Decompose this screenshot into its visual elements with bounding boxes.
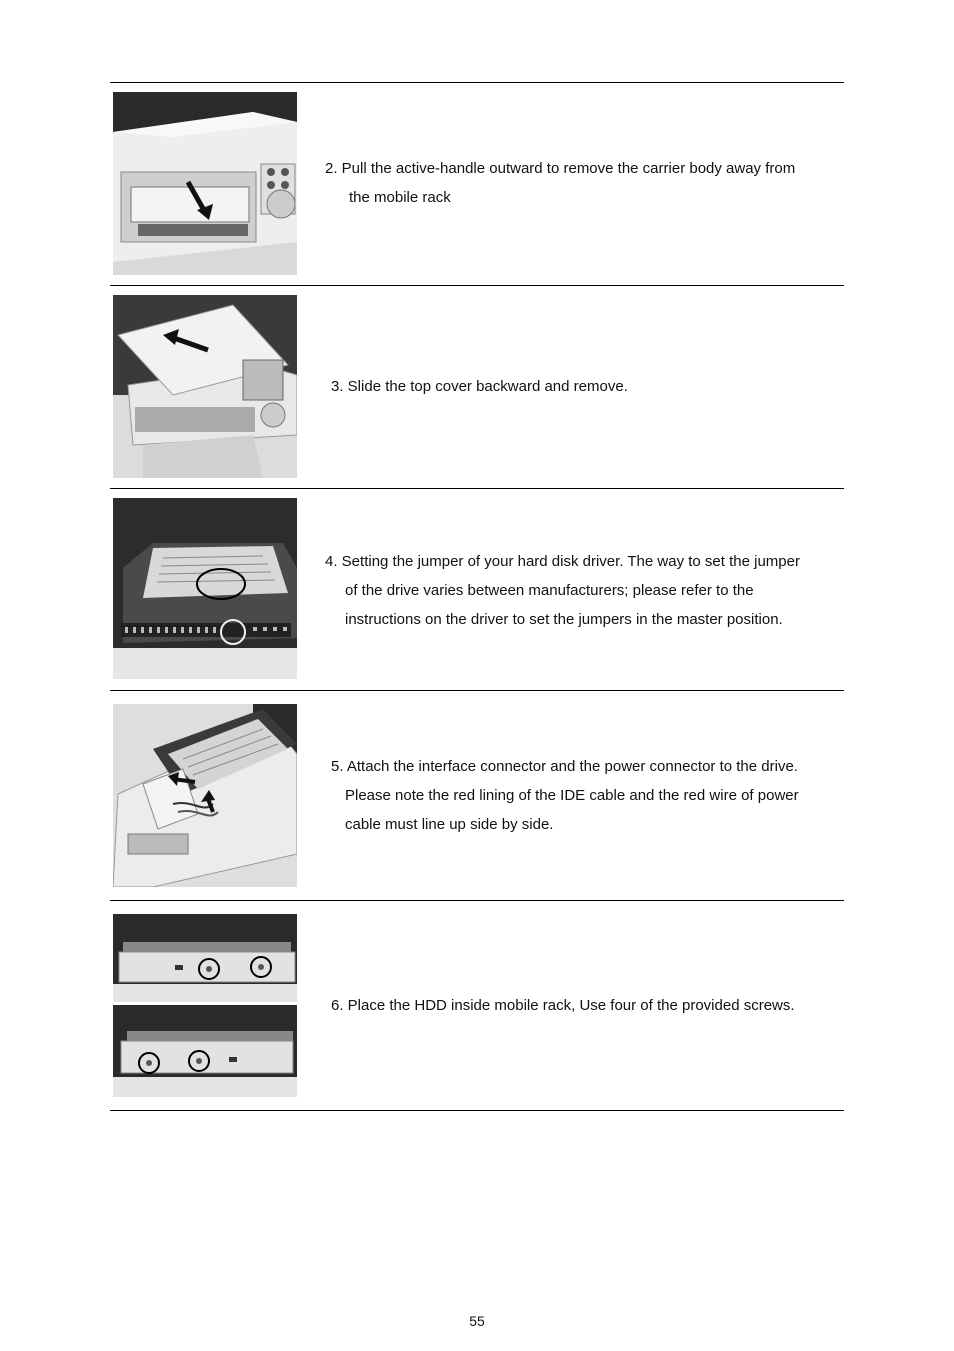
table-rule-bottom [110, 1110, 844, 1111]
photo-connectors [113, 704, 297, 887]
table-rule-3 [110, 690, 844, 691]
table-rule-1 [110, 285, 844, 286]
table-rule-top [110, 82, 844, 83]
step-3-text: 3. Slide the top cover backward and remove. [331, 378, 628, 395]
step-2-text: 2. Pull the active-handle outward to remove the carrier body away from the mobile rack [325, 160, 796, 206]
photo-screws-side-b [113, 1005, 297, 1097]
step-5-text: 5. Attach the interface connector and the power connector to the drive. Please note the red lining of the IDE cable and the red wire of power cable must line up side by side. [331, 758, 799, 833]
photo-hdd-jumper [113, 498, 297, 679]
photo-screws-side-a [113, 914, 297, 1002]
step-4-text: 4. Setting the jumper of your hard disk driver. The way to set the jumper of the drive varies between manufacturers; please refer to the instructions on the driver to set the jumpers in the master position. [325, 553, 800, 628]
step-6-text: 6. Place the HDD inside mobile rack, Use four of the provided screws. [331, 997, 795, 1014]
table-rule-4 [110, 900, 844, 901]
photo-top-cover-slide [113, 295, 297, 478]
table-rule-2 [110, 488, 844, 489]
photo-carrier-removal [113, 92, 297, 275]
page-number: 55 [469, 1313, 485, 1329]
